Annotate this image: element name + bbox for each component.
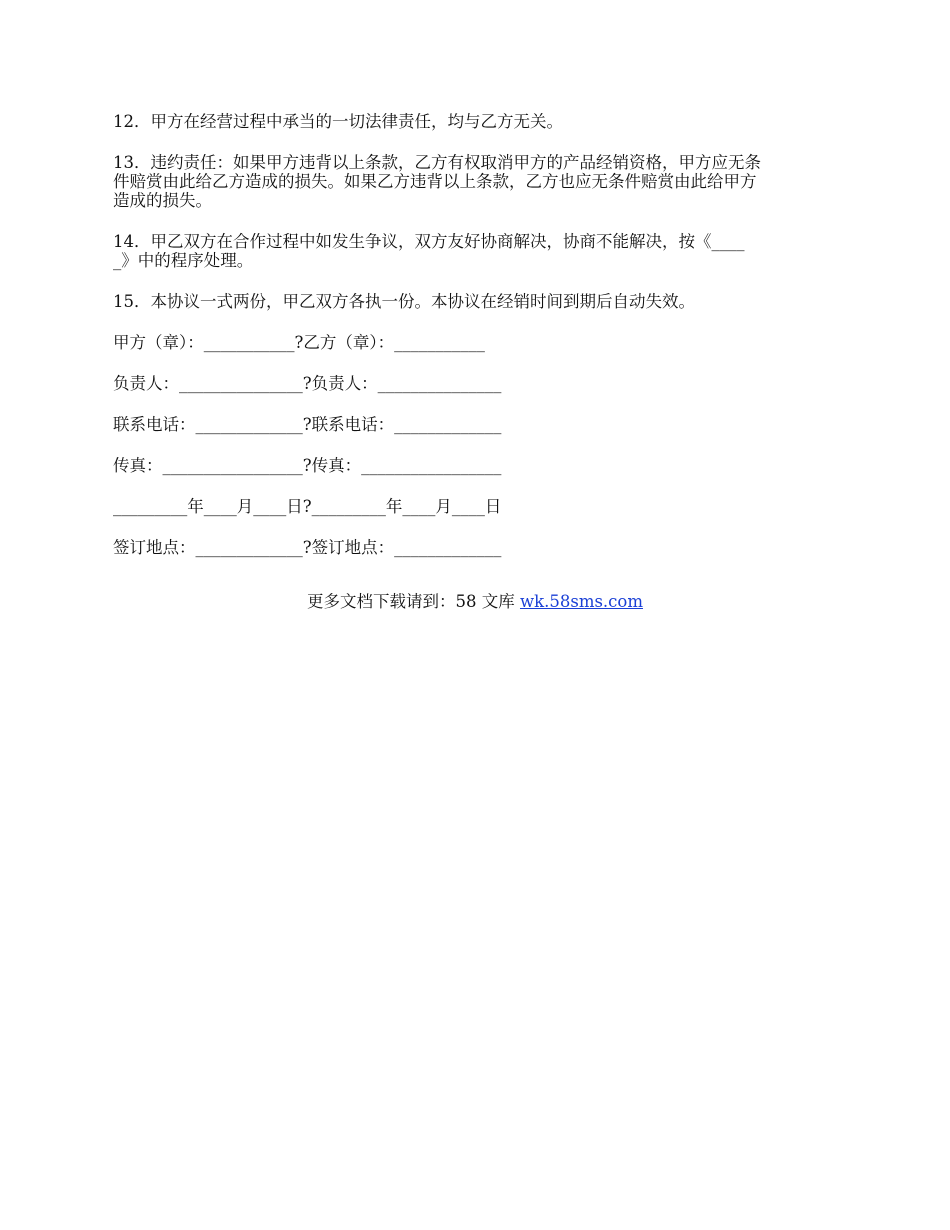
clause-line: 14．甲乙双方在合作过程中如发生争议，双方友好协商解决，协商不能解决，按《____ [113,232,745,251]
clause-14 [113,232,841,270]
footer [0,592,950,611]
clause-12 [113,112,841,131]
footer-link[interactable]: wk.58sms.com [519,592,643,611]
signature-fax-line: 传真：_________________?传真：_________________ [113,456,502,475]
clause-line: 13．违约责任：如果甲方违背以上条款，乙方有权取消甲方的产品经销资格，甲方应无条 [113,153,761,172]
clause-line: 件赔赏由此给乙方造成的损失。如果乙方违背以上条款，乙方也应无条件赔赏由此给甲方 [113,172,757,191]
signature-block [113,333,841,557]
footer-text: 更多文档下载请到：58 文库 [306,592,520,611]
signature-seal-line: 甲方（章）：___________?乙方（章）：___________ [113,333,485,352]
signature-date-line: _________年____月____日?_________年____月____日 [113,497,502,516]
signature-responsible-line: 负责人：_______________?负责人：_______________ [113,374,502,393]
document-body [113,112,841,579]
clause-line: 造成的损失。 [113,191,212,210]
signature-place-line: 签订地点：_____________?签订地点：_____________ [113,538,502,557]
signature-phone-line: 联系电话：_____________?联系电话：_____________ [113,415,502,434]
clause-13 [113,153,841,210]
clause-15 [113,292,841,311]
clause-line: 12．甲方在经营过程中承当的一切法律责任，均与乙方无关。 [113,112,563,131]
clause-line: _》中的程序处理。 [113,251,254,270]
clause-line: 15．本协议一式两份，甲乙双方各执一份。本协议在经销时间到期后自动失效。 [113,292,695,311]
